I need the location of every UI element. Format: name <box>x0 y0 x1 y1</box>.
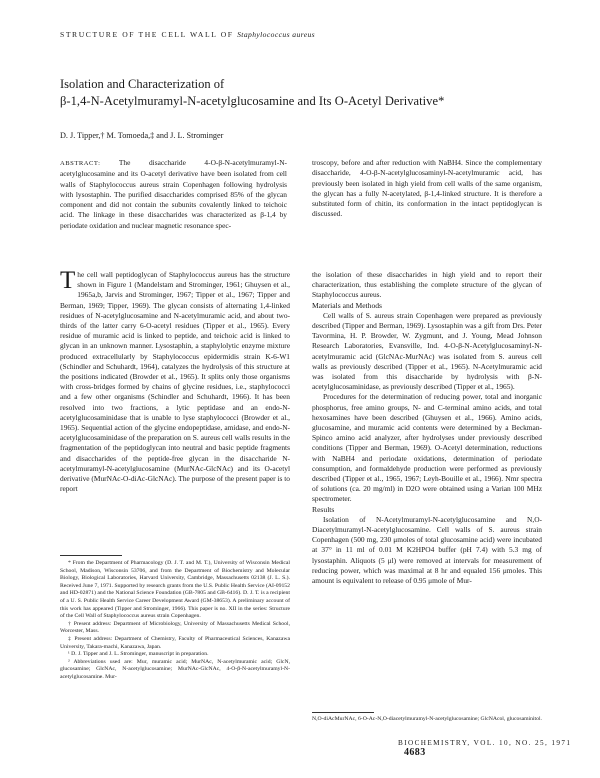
abstract-right-column <box>312 158 542 220</box>
running-head-organism: Staphylococcus aureus <box>237 30 316 39</box>
footnotes <box>60 560 290 682</box>
page-number: 4683 <box>404 747 426 758</box>
body-left-column <box>60 267 290 494</box>
abstract-text-right: troscopy, before and after reduction with NaBH4. Since the complementary disaccharide, 4-O-β-N-acetylglucosaminyl-N-acetylmuramic acid, has previously been isolated in high yield from cell walls of the same organism, the glycan has a fully N-acetylated, β-1,4-linked structure. It is therefore a substituted form of chitin, its conformation in the intact peptidoglycan is discussed. <box>312 158 542 219</box>
footnote-affiliation: * From the Department of Pharmacology (D. J. T. and M. T.), University of Wisconsin Medical School, Madison, Wisconsin 53706, and from the Department of Biochemistry and Molecular Biology, Biological Laboratories, Harvard University, Cambridge, Massachusetts 02138 (J. L. S.). Received June 7, 1971. Supported by research grants from the U.S. Public Health Service (AI-09152 and HD-02871) and the National Science Foundation (GB-7805 and GB-6416). D. J. T. is a recipient of a U. S. Public Health Service Career Development Award (GM-38653). A preliminary account of this work has appeared (Tipper and Strominger, 1966). This paper is no. XII in the series: Structure of the Cell Wall of Staphylococcus aureus strain Copenhagen. <box>60 560 290 620</box>
article-title <box>60 76 540 110</box>
section-heading-methods: Materials and Methods <box>312 300 383 310</box>
methods-paragraph-1: Cell walls of S. aureus strain Copenhagen were prepared as previously described (Tipper and Berman, 1969). Lysostaphin was a gift from Drs. Peter Tavormina, H. P. Browder, W. Zygmunt, and J. Young, Mead Johnson Research Laboratories, Evansville, Ind. 4-O-β-N-Acetylglucosaminyl-N-acetylmuramic acid (GlcNAc-MurNAc) was isolated from S. aureus cell walls as previously described (Tipper et al., 1965). N-Acetylmuramic acid was isolated from this disaccharide by hydrolysis with β-N-acetylglucosaminidase, as previously described (Tipper et al., 1965). <box>312 310 542 392</box>
abstract-lead: ABSTRACT: <box>60 160 101 167</box>
intro-paragraph <box>60 267 290 494</box>
running-head <box>60 30 315 39</box>
body-right-column <box>312 270 542 586</box>
footnote-double-dagger: ‡ Present address: Department of Chemistry, Faculty of Pharmaceutical Sciences, Kanazawa University, Takara-machi, Kanazawa, Japan. <box>60 635 290 650</box>
author-list: D. J. Tipper,† M. Tomoeda,‡ and J. L. Strominger <box>60 131 224 140</box>
footnote-rule <box>60 555 122 556</box>
title-line-2: β-1,4-N-Acetylmuramyl-N-acetylglucosamine and Its O-Acetyl Derivative* <box>60 94 445 108</box>
footnote-2: ² Abbreviations used are: Mur, muramic acid; MurNAc, N-acetylmuramic acid; GlcN, glucosamine; GlcNAc, N-acetylglucosamine; MurNAc-GlcNAc, 4-O-β-N-acetylmuramyl-N-acetylglucosamine. Mur- <box>60 658 290 680</box>
page-footer <box>398 739 600 758</box>
running-head-text: STRUCTURE OF THE CELL WALL OF <box>60 30 234 39</box>
journal-citation: BIOCHEMISTRY, VOL. 10, NO. 25, 1971 <box>398 739 572 747</box>
abstract-text-left: The disaccharide 4-O-β-N-acetylmuramyl-N-acetylglucosamine and its O-acetyl derivative have been isolated from cell walls of Staphylococcus aureus strain Copenhagen following hydrolysis with lysostaphin. The purified disaccharides comprised 85% of the glycan component and did not contain the subunits covalently linked to teichoic acid. The linkage in these disaccharides was characterized as β-1,4 by periodate oxidation and nuclear magnetic resonance spec- <box>60 158 287 230</box>
results-paragraph-1: Isolation of N-Acetylmuramyl-N-acetylglucosamine and N,O-Diacetylmuramyl-N-acetylglucosamine. Cell walls of S. aureus strain Copenhagen (500 mg, 230 μmoles of total glucosamine acid) were incubated at 37° in 11 ml of 0.01 M K2HPO4 buffer (pH 7.4) with 5.3 mg of lysostaphin. Aliquots (5 μl) were removed at intervals for measurement of reducing power, which was maximal at 8 hr and equaled 156 μmoles. This amount is equivalent to release of 0.95 μmole of Mur- <box>312 514 542 586</box>
methods-paragraph-2: Procedures for the determination of reducing power, total and inorganic phosphorus, free amino groups, N- and C-terminal amino acids, and total hexosamines have been described (Ghuysen et al., 1966). Amino acids, glucosamine, and muramic acid contents were determined by a Beckman-Spinco amino acid analyzer, after hydrolyses under previously described conditions (Tipper and Berman, 1969). O-Acetyl determination, reductions with NaBH4 and periodate oxidations, determination of periodate consumption, and formaldehyde production were performed as previously described (Tipper et al., 1965, 1967; Leyh-Bouille et al., 1966). Nmr spectra of solutions (ca. 20 mg/ml) in D2O were obtained using a Varian 100 MHz spectrometer. <box>312 392 542 504</box>
drop-cap: T <box>60 267 76 294</box>
title-line-1: Isolation and Characterization of <box>60 77 225 91</box>
intro-continued: the isolation of these disaccharides in high yield and to report their characterization, thus establishing the complete structure of the glycan of Staphylococcus aureus. <box>312 270 542 300</box>
footnote-1: ¹ D. J. Tipper and J. L. Strominger, manuscript in preparation. <box>68 651 209 658</box>
section-heading-results: Results <box>312 504 335 514</box>
footnote-continued: N,O-diAcMurNAc, 6-O-Ac-N,O-diacetylmuramyl-N-acetylglucosamine; GlcNAcol, glucosaminitol. <box>312 716 542 722</box>
footnote-dagger: † Present address: Department of Microbiology, University of Massachusetts Medical School, Worcester, Mass. <box>60 620 290 635</box>
footnote-rule-right <box>312 712 374 713</box>
intro-text: he cell wall peptidoglycan of Staphylococcus aureus has the structure shown in Figure 1 (Mandelstam and Strominger, 1961; Ghuysen et al., 1965a,b, Jarvis and Strominger, 1967; Tipper et al., 1967; Tipper and Berman, 1969; Tipper, 1969). The glycan consists of alternating 1,4-linked residues of N-acetylglucosamine and N-acetylmuramic acid, and about two-thirds of the latter carry 6-O-acetyl residues (Tipper et al., 1965). Every residue of muramic acid is linked to peptide, and teichoic acid is linked to glycan in an unknown manner. Lysostaphin, a staphylolytic enzyme mixture produced extracellularly by Staphylococcus epidermidis strain K-6-W1 (Schindler and Schuhardt, 1964), catalyzes the hydrolysis of this structure at the positions indicated (Browder et al., 1965). It splits only those organisms with cross-bridges formed by chains of glycine residues, i.e., staphylococci and a few other organisms (Schindler and Schuhardt, 1966). It has been resolved into two fractions, a lytic peptidase and an endo-N-acetylglucosaminidase that is unable to lyse staphylococci (Browder et al., 1965). Sequential action of the glycine endopeptidase, amidase, and endo-N-acetylglucosaminidase of the preparation on S. aureus cell walls results in the fragmentation of the peptidoglycan into neutral and basic peptide fragments and disaccharides of the peptide-free glycan in the disaccharide N-acetylmuramyl-N-acetylglucosamine (MurNAc-GlcNAc) and its O-acetyl derivative (MurNAc-O-diAc-GlcNAc). The purpose of the present paper is to report <box>60 270 290 494</box>
abstract-left-column <box>60 158 287 231</box>
